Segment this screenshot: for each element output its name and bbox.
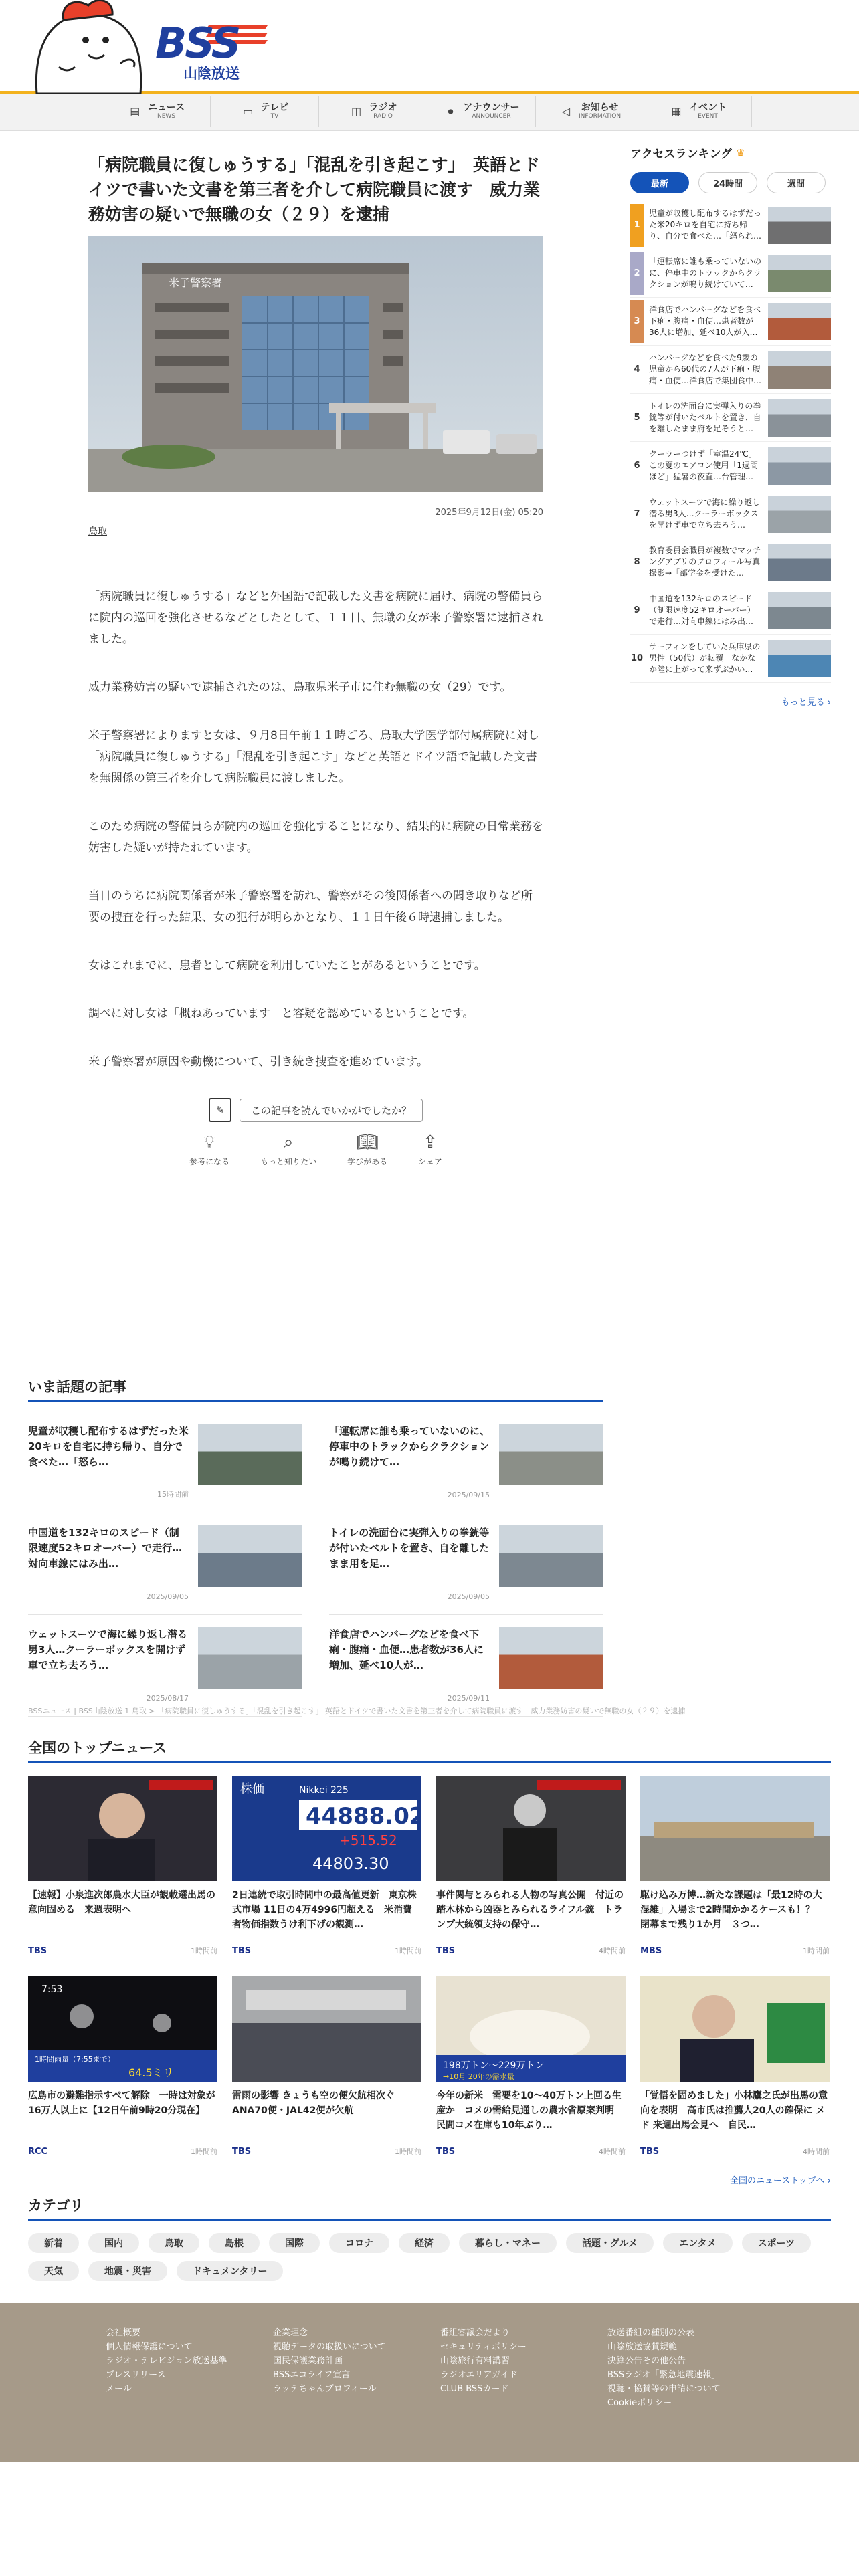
reaction-1[interactable] <box>260 1133 316 1167</box>
footer-link[interactable]: メール <box>106 2384 132 2394</box>
news-card[interactable] <box>232 1776 421 1961</box>
news-date: 1時間前 <box>803 1947 830 1955</box>
trending-title: 中国道を132キロのスピード（制限速度52キロオーバー）で走行…対向車線にはみ出… <box>28 1527 183 1570</box>
category-chip[interactable]: 国際 <box>269 2233 320 2253</box>
news-card-title: 雷雨の影響 きょうも空の便欠航相次ぐ ANA70便・JAL42便が欠航 <box>232 2090 404 2116</box>
rank-number: 6 <box>634 461 640 471</box>
trending-thumbnail <box>499 1627 603 1689</box>
news-thumbnail <box>640 1776 830 1881</box>
trending-item[interactable] <box>329 1513 603 1615</box>
news-thumbnail <box>436 1776 626 1881</box>
site-header <box>0 0 859 94</box>
news-card-title: 2日連続で取引時間中の最高値更新 東京株式市場 11日の4万4996円超える 米消費者物価指数うけ利下げの観測… <box>232 1890 417 1930</box>
article-paragraph: このため病院の警備員らが院内の巡回を強化することになり、結果的に病院の日常業務を妨害した疑いが持たれています。 <box>88 820 543 855</box>
news-thumbnail <box>28 1776 217 1881</box>
nav-item-news[interactable] <box>102 96 210 127</box>
news-date: 4時間前 <box>599 1947 626 1955</box>
rank-thumbnail <box>768 351 831 389</box>
article-paragraph: 女はこれまでに、患者として病院を利用していたことがあるということです。 <box>88 959 486 972</box>
nav-label <box>261 103 289 120</box>
news-thumbnail <box>640 1976 830 2082</box>
news-thumbnail <box>28 1976 217 2082</box>
footer-link[interactable]: ラジオエリアガイド <box>440 2370 518 2380</box>
nav-label <box>369 103 397 120</box>
reaction-label: もっと知りたい <box>260 1157 317 1166</box>
rank-number: 4 <box>634 364 640 374</box>
crown-icon: ♛ <box>735 146 745 159</box>
footer-link[interactable]: 企業理念 <box>273 2328 308 2338</box>
rank-thumbnail <box>768 640 831 677</box>
category-chip[interactable]: 国内 <box>88 2233 139 2253</box>
article-paragraph: 米子警察署が原因や動機について、引き続き捜査を進めています。 <box>88 1055 428 1069</box>
rank-number: 5 <box>634 413 640 423</box>
news-thumbnail <box>232 1776 421 1881</box>
topnews-title: 全国のトップニュース <box>28 1737 831 1763</box>
article-paragraph: 「病院職員に復しゅうする」などと外国語で記載した文書を病院に届け、病院の警備員らに院内の巡回を強化させるなどとしたとして、１１日、無職の女が米子警察署に逮捕されました。 <box>88 590 543 646</box>
ranking-tab[interactable]: 24時間 <box>698 172 757 193</box>
ranking-heading <box>630 144 831 161</box>
footer-link[interactable]: 会社概要 <box>106 2328 141 2338</box>
article <box>88 152 543 1167</box>
trending-title: ウェットスーツで海に繰り返し潜る男3人…クーラーボックスを開けず車で立ち去ろう… <box>28 1628 187 1671</box>
nav-label-jp: アナウンサー <box>463 102 520 114</box>
rank-title: ウェットスーツで海に繰り返し潜る男3人…クーラーボックスを開けず車で立ち去ろう… <box>649 497 761 530</box>
article-tag[interactable]: 鳥取 <box>88 526 107 537</box>
news-card[interactable] <box>28 1776 217 1961</box>
footer-column-2 <box>273 2326 386 2396</box>
logo-subtext: 山陰放送 <box>183 66 240 82</box>
survey-question: この記事を読んでいかがでしたか？ <box>240 1099 423 1122</box>
category-chip[interactable]: 話題・グルメ <box>566 2233 654 2253</box>
trending-thumbnail <box>499 1424 603 1485</box>
rain-label: 1時間雨量（7:55まで） <box>35 2055 115 2064</box>
nav-label-en: ANNOUNCER <box>472 112 511 120</box>
logo-text: BSS <box>155 19 240 68</box>
reaction-0[interactable] <box>189 1133 229 1167</box>
category-section <box>28 2195 831 2281</box>
rank-thumbnail <box>768 496 831 533</box>
reaction-3[interactable] <box>418 1133 442 1167</box>
nav-label-en: RADIO <box>373 112 393 120</box>
mascot-illustration <box>27 0 154 94</box>
access-ranking <box>630 144 831 708</box>
category-chip[interactable]: コロナ <box>329 2233 389 2253</box>
article-paragraph: 威力業務妨害の疑いで逮捕されたのは、鳥取県米子市に住む無職の女（29）です。 <box>88 681 512 694</box>
megaphone-icon: ◁ <box>561 105 571 118</box>
trending-item[interactable] <box>329 1615 603 1717</box>
rank-thumbnail <box>768 207 831 244</box>
microphone-icon: ⏺ <box>448 105 454 118</box>
footer-link[interactable]: BSSラジオ「緊急地震速報」 <box>607 2370 721 2380</box>
ranking-item[interactable] <box>630 346 831 394</box>
reaction-2[interactable] <box>347 1133 387 1167</box>
nav-label-en: INFORMATION <box>578 112 622 120</box>
footer-link[interactable]: 視聴データの取扱いについて <box>273 2342 386 2352</box>
rank-number: 9 <box>634 605 640 615</box>
news-card-title: 広島市の避難指示すべて解除 一時は対象が16万人以上に【12日午前9時20分現在】 <box>28 2090 215 2116</box>
footer-link[interactable]: ラジオ・テレビジョン放送基準 <box>106 2356 227 2366</box>
nav-label <box>579 103 621 120</box>
news-card[interactable] <box>28 1976 217 2162</box>
news-card[interactable] <box>232 1976 421 2162</box>
rank-thumbnail <box>768 399 831 437</box>
rice-label: 198万トン〜229万トン <box>443 2060 545 2071</box>
rank-title: トイレの洗面台に実弾入りの拳銃等が付いたベルトを置き、自を離したまま府を足そうと… <box>649 401 761 433</box>
ranking-tab[interactable]: 週間 <box>767 172 826 193</box>
rank-thumbnail <box>768 303 831 340</box>
footer-link[interactable]: 国民保護業務計画 <box>273 2356 343 2366</box>
stock-change: +515.52 <box>339 1832 397 1848</box>
nav-item-tv[interactable] <box>210 96 318 127</box>
news-date: 4時間前 <box>803 2147 830 2156</box>
survey-box <box>88 1098 543 1122</box>
share-icon: ⇪ <box>423 1132 438 1152</box>
news-thumbnail <box>436 1976 626 2082</box>
rank-thumbnail <box>768 255 831 292</box>
category-chip[interactable]: 島根 <box>209 2233 260 2253</box>
news-date: 4時間前 <box>599 2147 626 2156</box>
news-date: 1時間前 <box>191 2147 217 2156</box>
nav-item-radio[interactable] <box>318 96 427 127</box>
rank-number: 10 <box>630 653 644 663</box>
rank-thumbnail <box>768 592 831 629</box>
trending-title: いま話題の記事 <box>28 1376 603 1402</box>
nav-label-en: TV <box>270 112 279 120</box>
rank-title: 中国道を132キロのスピード（制限速度52キロオーバー）で走行…対向車線にはみ出… <box>649 593 755 626</box>
trending-date: 2025/09/11 <box>447 1694 490 1703</box>
trending-title: 洋食店でハンバーグなどを食べ下痢・腹痛・血便…患者数が36人に増加、延べ10人が… <box>329 1628 484 1671</box>
calendar-icon: ▦ <box>671 105 682 118</box>
global-nav <box>0 94 859 131</box>
national-top-news <box>28 1737 831 2162</box>
nav-label <box>148 103 185 120</box>
news-source: TBS <box>436 2147 456 2157</box>
category-chip[interactable]: 経済 <box>399 2233 450 2253</box>
site-logo[interactable] <box>155 19 276 82</box>
article-paragraph: 当日のうちに病院関係者が米子警察署を訪れ、警察がその後関係者への聞き取りなど所要の捜査を行った結果、女の犯行が明らかとなり、１１日午後６時逮捕しました。 <box>88 889 533 924</box>
footer-link[interactable]: 個人情報保護について <box>106 2342 193 2352</box>
rank-title: 洋食店でハンバーグなどを食べ下痢・腹痛・血便…患者数が36人に増加、延べ10人が入… <box>649 304 761 337</box>
lightbulb-icon: 💡︎ <box>203 1132 216 1152</box>
trending-section <box>28 1376 603 1717</box>
trending-date: 2025/08/17 <box>146 1694 189 1703</box>
article-paragraph: 調べに対し女は「概ねあっています」と容疑を認めているということです。 <box>88 1007 474 1021</box>
trending-date: 2025/09/05 <box>447 1592 490 1601</box>
footer-link[interactable]: CLUB BSSカード <box>440 2384 509 2394</box>
category-chip[interactable]: 地震・災害 <box>88 2261 167 2281</box>
rank-number: 1 <box>630 204 644 247</box>
ranking-tab[interactable]: 最新 <box>630 172 689 193</box>
nav-label-jp: お知らせ <box>581 102 619 114</box>
news-card[interactable] <box>640 1976 830 2162</box>
rank-title: 児童が収穫し配布するはずだった米20キロを自宅に持ち帰り、自分で食べた…「怒られ… <box>649 208 762 241</box>
footer-link[interactable]: ラッテちゃんプロフィール <box>273 2384 377 2394</box>
footer-link[interactable]: 山陰放送協賛規範 <box>607 2342 678 2352</box>
rank-title: 「運転席に誰も乗っていないのに、停車中のトラックからクラクションが鳴り続けていて… <box>649 256 762 289</box>
ranking-item[interactable] <box>630 442 831 490</box>
ranking-item[interactable] <box>630 201 831 249</box>
news-source: MBS <box>640 1946 662 1956</box>
reaction-buttons <box>88 1133 543 1167</box>
time-label: 7:53 <box>41 1984 63 1995</box>
article-date: 2025年9月12日(金) 05:20 <box>435 508 543 518</box>
footer-column-3 <box>440 2326 527 2396</box>
trending-item[interactable] <box>28 1513 302 1615</box>
book-icon: 📖︎ <box>356 1132 379 1152</box>
news-card-title: 【速報】小泉進次郎農水大臣が観載選出馬の意向固める 来週表明へ <box>28 1890 215 1915</box>
news-source: TBS <box>232 1946 252 1956</box>
category-chip[interactable]: ドキュメンタリー <box>177 2261 283 2281</box>
news-source: TBS <box>640 2147 660 2157</box>
news-date: 1時間前 <box>395 2147 421 2156</box>
radio-icon: ◫ <box>351 105 362 118</box>
nav-label <box>464 103 520 120</box>
ranking-more-link[interactable]: もっと見る › <box>781 697 831 708</box>
nav-label-jp: テレビ <box>260 102 289 114</box>
reaction-label: 学びがある <box>347 1157 388 1166</box>
stock-index: Nikkei 225 <box>299 1785 349 1796</box>
news-card[interactable] <box>640 1776 830 1961</box>
article-photo <box>88 236 543 492</box>
rank-number: 3 <box>630 300 644 343</box>
ranking-item[interactable] <box>630 394 831 442</box>
trending-item[interactable] <box>28 1412 302 1513</box>
news-card-title: 「覚悟を固めました」小林鷹之氏が出馬の意向を表明 高市氏は推薦人20人の確保に メド 来週出馬会見へ 自民… <box>640 2090 828 2131</box>
news-card[interactable] <box>436 1776 626 1961</box>
ranking-title: アクセスランキング <box>630 148 732 161</box>
category-chip[interactable]: エンタメ <box>663 2233 732 2253</box>
news-source: RCC <box>28 2147 48 2157</box>
footer-link[interactable]: 山陰旅行有料講習 <box>440 2356 510 2366</box>
category-chip[interactable]: スポーツ <box>742 2233 811 2253</box>
newspaper-icon: ▤ <box>130 105 140 118</box>
site-footer <box>0 2303 859 2462</box>
trending-date: 15時間前 <box>157 1490 189 1499</box>
nav-label-jp: ニュース <box>147 102 185 114</box>
category-chip[interactable]: 暮らし・マネー <box>459 2233 557 2253</box>
ranking-item[interactable] <box>630 586 831 635</box>
article-paragraph: 米子警察署によりますと女は、９月8日午前１１時ごろ、鳥取大学医学部付属病院に対し「病院職員に復しゅうする」「混乱を引き起こす」などと英語とドイツ語で記載した文書を無関係の第三者を介して病院職員に渡しました。 <box>88 729 539 785</box>
ranking-item[interactable] <box>630 249 831 298</box>
rank-number: 2 <box>630 252 644 295</box>
rice-sub: →10月 20年の需水量 <box>443 2072 514 2081</box>
trending-thumbnail <box>499 1525 603 1587</box>
all-news-link[interactable]: 全国のニューストップへ › <box>729 2176 831 2186</box>
police-station-image <box>88 236 543 492</box>
reaction-label: シェア <box>418 1157 442 1166</box>
nav-label <box>689 103 727 120</box>
news-card-title: 今年の新米 需要を10〜40万トン上回る生産か コメの需給見通しの農水省原案判明 民間コメ在庫も10年ぶり… <box>436 2090 624 2131</box>
ranking-item[interactable] <box>630 298 831 346</box>
nav-label-jp: ラジオ <box>369 102 397 114</box>
news-card-title: 事件関与とみられる人物の写真公開 付近の踏木林から凶器とみられるライフル銃 トランプ大統領支持の保守… <box>436 1890 624 1930</box>
nav-label-jp: イベント <box>689 102 727 114</box>
news-date: 1時間前 <box>191 1947 217 1955</box>
trending-title: 児童が収穫し配布するはずだった米20キロを自宅に持ち帰り、自分で食べた…「怒ら… <box>28 1425 189 1468</box>
category-chip[interactable]: 天気 <box>28 2261 79 2281</box>
nav-label-en: NEWS <box>157 112 176 120</box>
footer-link[interactable]: 視聴・協賛等の申請について <box>607 2384 721 2394</box>
ranking-item[interactable] <box>630 538 831 586</box>
trending-title: 「運転席に誰も乗っていないのに、停車中のトラックからクラクションが鳴り続けて… <box>329 1425 490 1468</box>
news-thumbnail <box>232 1976 421 2082</box>
footer-link[interactable]: プレスリリース <box>106 2370 166 2380</box>
photo-sign-text: 米子警察署 <box>169 276 223 289</box>
trending-date: 2025/09/05 <box>146 1592 189 1601</box>
stock-label: 株価 <box>240 1782 264 1796</box>
footer-link[interactable]: 放送番組の種別の公表 <box>607 2328 695 2338</box>
ranking-list <box>630 201 831 683</box>
trending-thumbnail <box>198 1525 302 1587</box>
rank-thumbnail <box>768 447 831 485</box>
footer-column-1 <box>106 2326 227 2396</box>
rank-title: 教育委員会職員が複数でマッチングアプリのプロフィール写真撮影→「部学金を受けた… <box>649 545 761 578</box>
rank-title: クーラーつけず「室温24℃」この夏のエアコン使用「1週間ほど」猛暑の夜直…台管理… <box>649 449 759 481</box>
stock-value: 44888.02 <box>306 1803 421 1830</box>
article-title: 「病院職員に復しゅうする」「混乱を引き起こす」 英語とドイツで書いた文書を第三者を介して病院職員に渡す 威力業務妨害の疑いで無職の女（２９）を逮捕 <box>88 155 541 224</box>
trending-title: トイレの洗面台に実弾入りの拳銃等が付いたベルトを置き、自を離したまま用を足… <box>329 1527 490 1570</box>
footer-link[interactable]: 番組審議会だより <box>440 2328 510 2338</box>
footer-link[interactable]: 決算公告その他公告 <box>607 2356 686 2366</box>
ranking-item[interactable] <box>630 490 831 538</box>
category-title: カテゴリ <box>28 2195 831 2221</box>
category-chip[interactable]: 鳥取 <box>149 2233 199 2253</box>
news-source: TBS <box>28 1946 47 1956</box>
stock-sub: 44803.30 <box>312 1854 389 1873</box>
news-source: TBS <box>436 1946 456 1956</box>
trending-item[interactable] <box>28 1615 302 1717</box>
trending-item[interactable] <box>329 1412 603 1513</box>
footer-link[interactable]: セキュリティポリシー <box>440 2342 527 2352</box>
news-source: TBS <box>232 2147 252 2157</box>
footer-column-4 <box>607 2326 721 2410</box>
reaction-label: 参考になる <box>189 1157 230 1166</box>
nav-item-announcer[interactable] <box>427 96 535 127</box>
magnifier-icon: ⌕ <box>283 1132 294 1152</box>
nav-item-event[interactable] <box>644 96 752 127</box>
rain-value: 64.5ミリ <box>128 2066 174 2079</box>
trending-thumbnail <box>198 1627 302 1689</box>
news-card[interactable] <box>436 1976 626 2162</box>
news-card-title: 駆け込み万博…新たな課題は「最12時の大混雑」入場まで2時間かかるケースも！？ 閉幕まで残り1か月 ３つ… <box>640 1890 825 1930</box>
breadcrumb: BSSニュース | BSS山陰放送 1 鳥取 > 「病院職員に復しゅうする」「混乱を引き起こす」 英語とドイツで書いた文書を第三者を介して病院職員に渡す 威力業務妨害の疑いで無職の女（２９）を逮捕 <box>28 1707 686 1715</box>
tv-icon: ▭ <box>243 105 254 118</box>
trending-date: 2025/09/15 <box>447 1491 490 1499</box>
rank-number: 8 <box>634 557 640 567</box>
ranking-item[interactable] <box>630 635 831 683</box>
category-chip[interactable]: 新着 <box>28 2233 79 2253</box>
footer-link[interactable]: BSSエコライフ宣言 <box>273 2370 351 2380</box>
footer-link[interactable]: Cookieポリシー <box>607 2398 672 2408</box>
rank-number: 7 <box>634 509 640 519</box>
nav-item-information[interactable] <box>535 96 644 127</box>
rank-title: ハンバーグなどを食べた9歳の児童から60代の7人が下痢・腹痛・血便…洋食店で集団食中… <box>649 352 762 385</box>
nav-label-en: EVENT <box>698 112 718 120</box>
trending-thumbnail <box>198 1424 302 1485</box>
article-body <box>88 586 543 1073</box>
survey-document-icon: ✎ <box>209 1098 231 1122</box>
rank-thumbnail <box>768 544 831 581</box>
rank-title: サーフィンをしていた兵庫県の男性（50代）が転覆 なかなか陸に上がって来ずぷかい… <box>649 641 761 674</box>
news-date: 1時間前 <box>395 1947 421 1955</box>
ranking-tabs <box>630 172 831 193</box>
